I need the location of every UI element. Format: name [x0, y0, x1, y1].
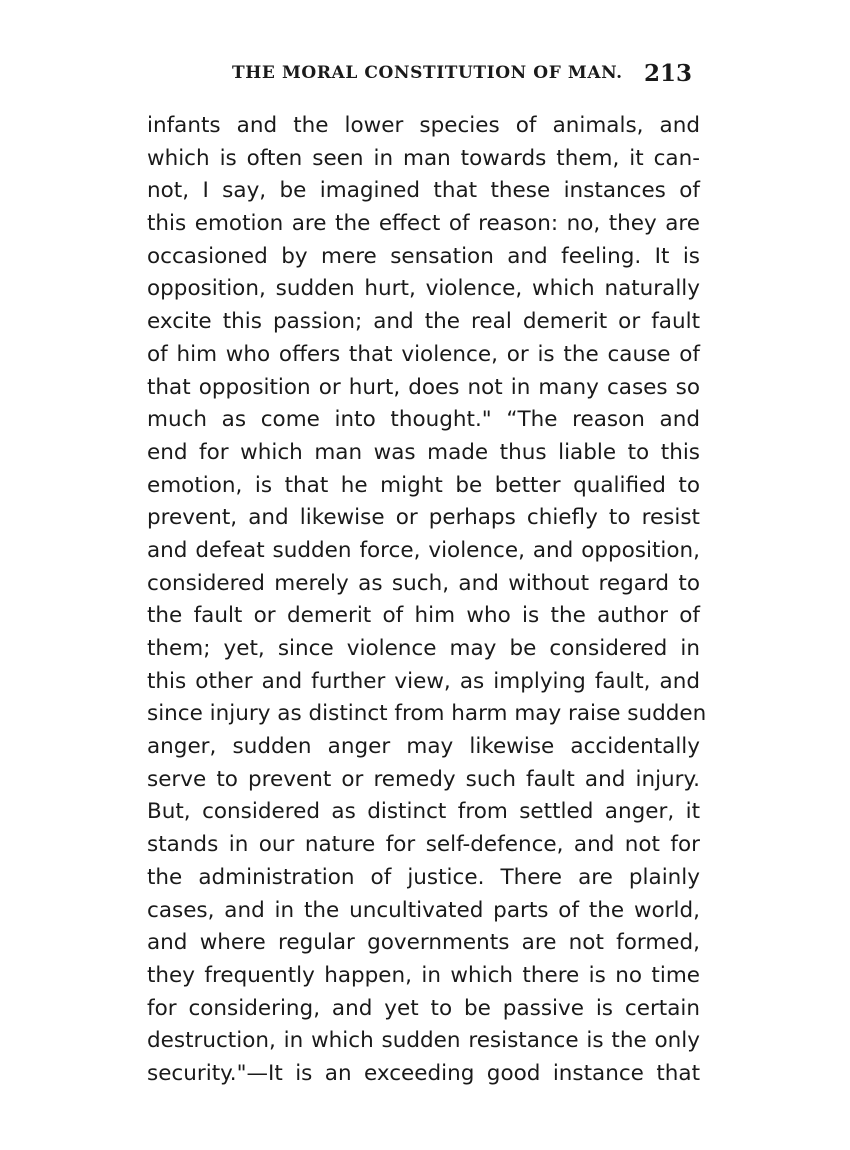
body-text [147, 110, 707, 1091]
text-line: stands in our nature for self-defence, and not for [147, 832, 700, 858]
text-line: serve to prevent or remedy such fault and injury. [147, 766, 700, 792]
text-line: them; yet, since violence may be considered in [147, 636, 700, 661]
text-line: and defeat sudden force, violence, and opposition, [147, 537, 700, 563]
text-line: excite this passion; and the real demerit or fault [147, 309, 700, 335]
text-line: security."—It is an exceeding good instance that [147, 1060, 700, 1086]
text-line: end for which man was made thus liable to this [147, 439, 700, 465]
text-line: occasioned by mere sensation and feeling. It is [147, 243, 700, 269]
text-line: which is often seen in man towards them, it can- [147, 145, 700, 171]
text-line: that opposition or hurt, does not in many cases so [147, 374, 700, 400]
text-line: much as come into thought." “The reason and [147, 407, 700, 433]
text-line: the fault or demerit of him who is the author of [147, 603, 700, 629]
text-line: considered merely as such, and without regard to [147, 570, 700, 596]
text-line: this emotion are the effect of reason: no, they are [147, 211, 700, 237]
text-line: and where regular governments are not formed, [147, 930, 700, 956]
text-line: of him who offers that violence, or is the cause of [147, 341, 700, 367]
text-line: the administration of justice. There are plainly [147, 864, 700, 890]
text-line: prevent, and likewise or perhaps chiefly to resist [147, 505, 700, 531]
text-line: anger, sudden anger may likewise accidentally [147, 734, 700, 760]
text-line: emotion, is that he might be better qualified to [147, 472, 700, 498]
text-line: this other and further view, as implying fault, and [147, 668, 700, 694]
text-line: since injury as distinct from harm may raise sudden [147, 701, 707, 727]
page-number: 213 [644, 60, 693, 87]
text-line: destruction, in which sudden resistance is the only [147, 1028, 700, 1054]
text-line: not, I say, be imagined that these instances of [147, 178, 700, 204]
text-line: infants and the lower species of animals, and [147, 113, 700, 138]
text-line: But, considered as distinct from settled anger, it [147, 799, 700, 825]
text-line: cases, and in the uncultivated parts of the world, [147, 897, 700, 923]
running-title: THE MORAL CONSTITUTION OF MAN. [232, 63, 623, 83]
text-line: opposition, sudden hurt, violence, which naturally [147, 276, 700, 302]
text-line: for considering, and yet to be passive is certain [147, 995, 700, 1021]
text-line: they frequently happen, in which there is no time [147, 962, 700, 988]
